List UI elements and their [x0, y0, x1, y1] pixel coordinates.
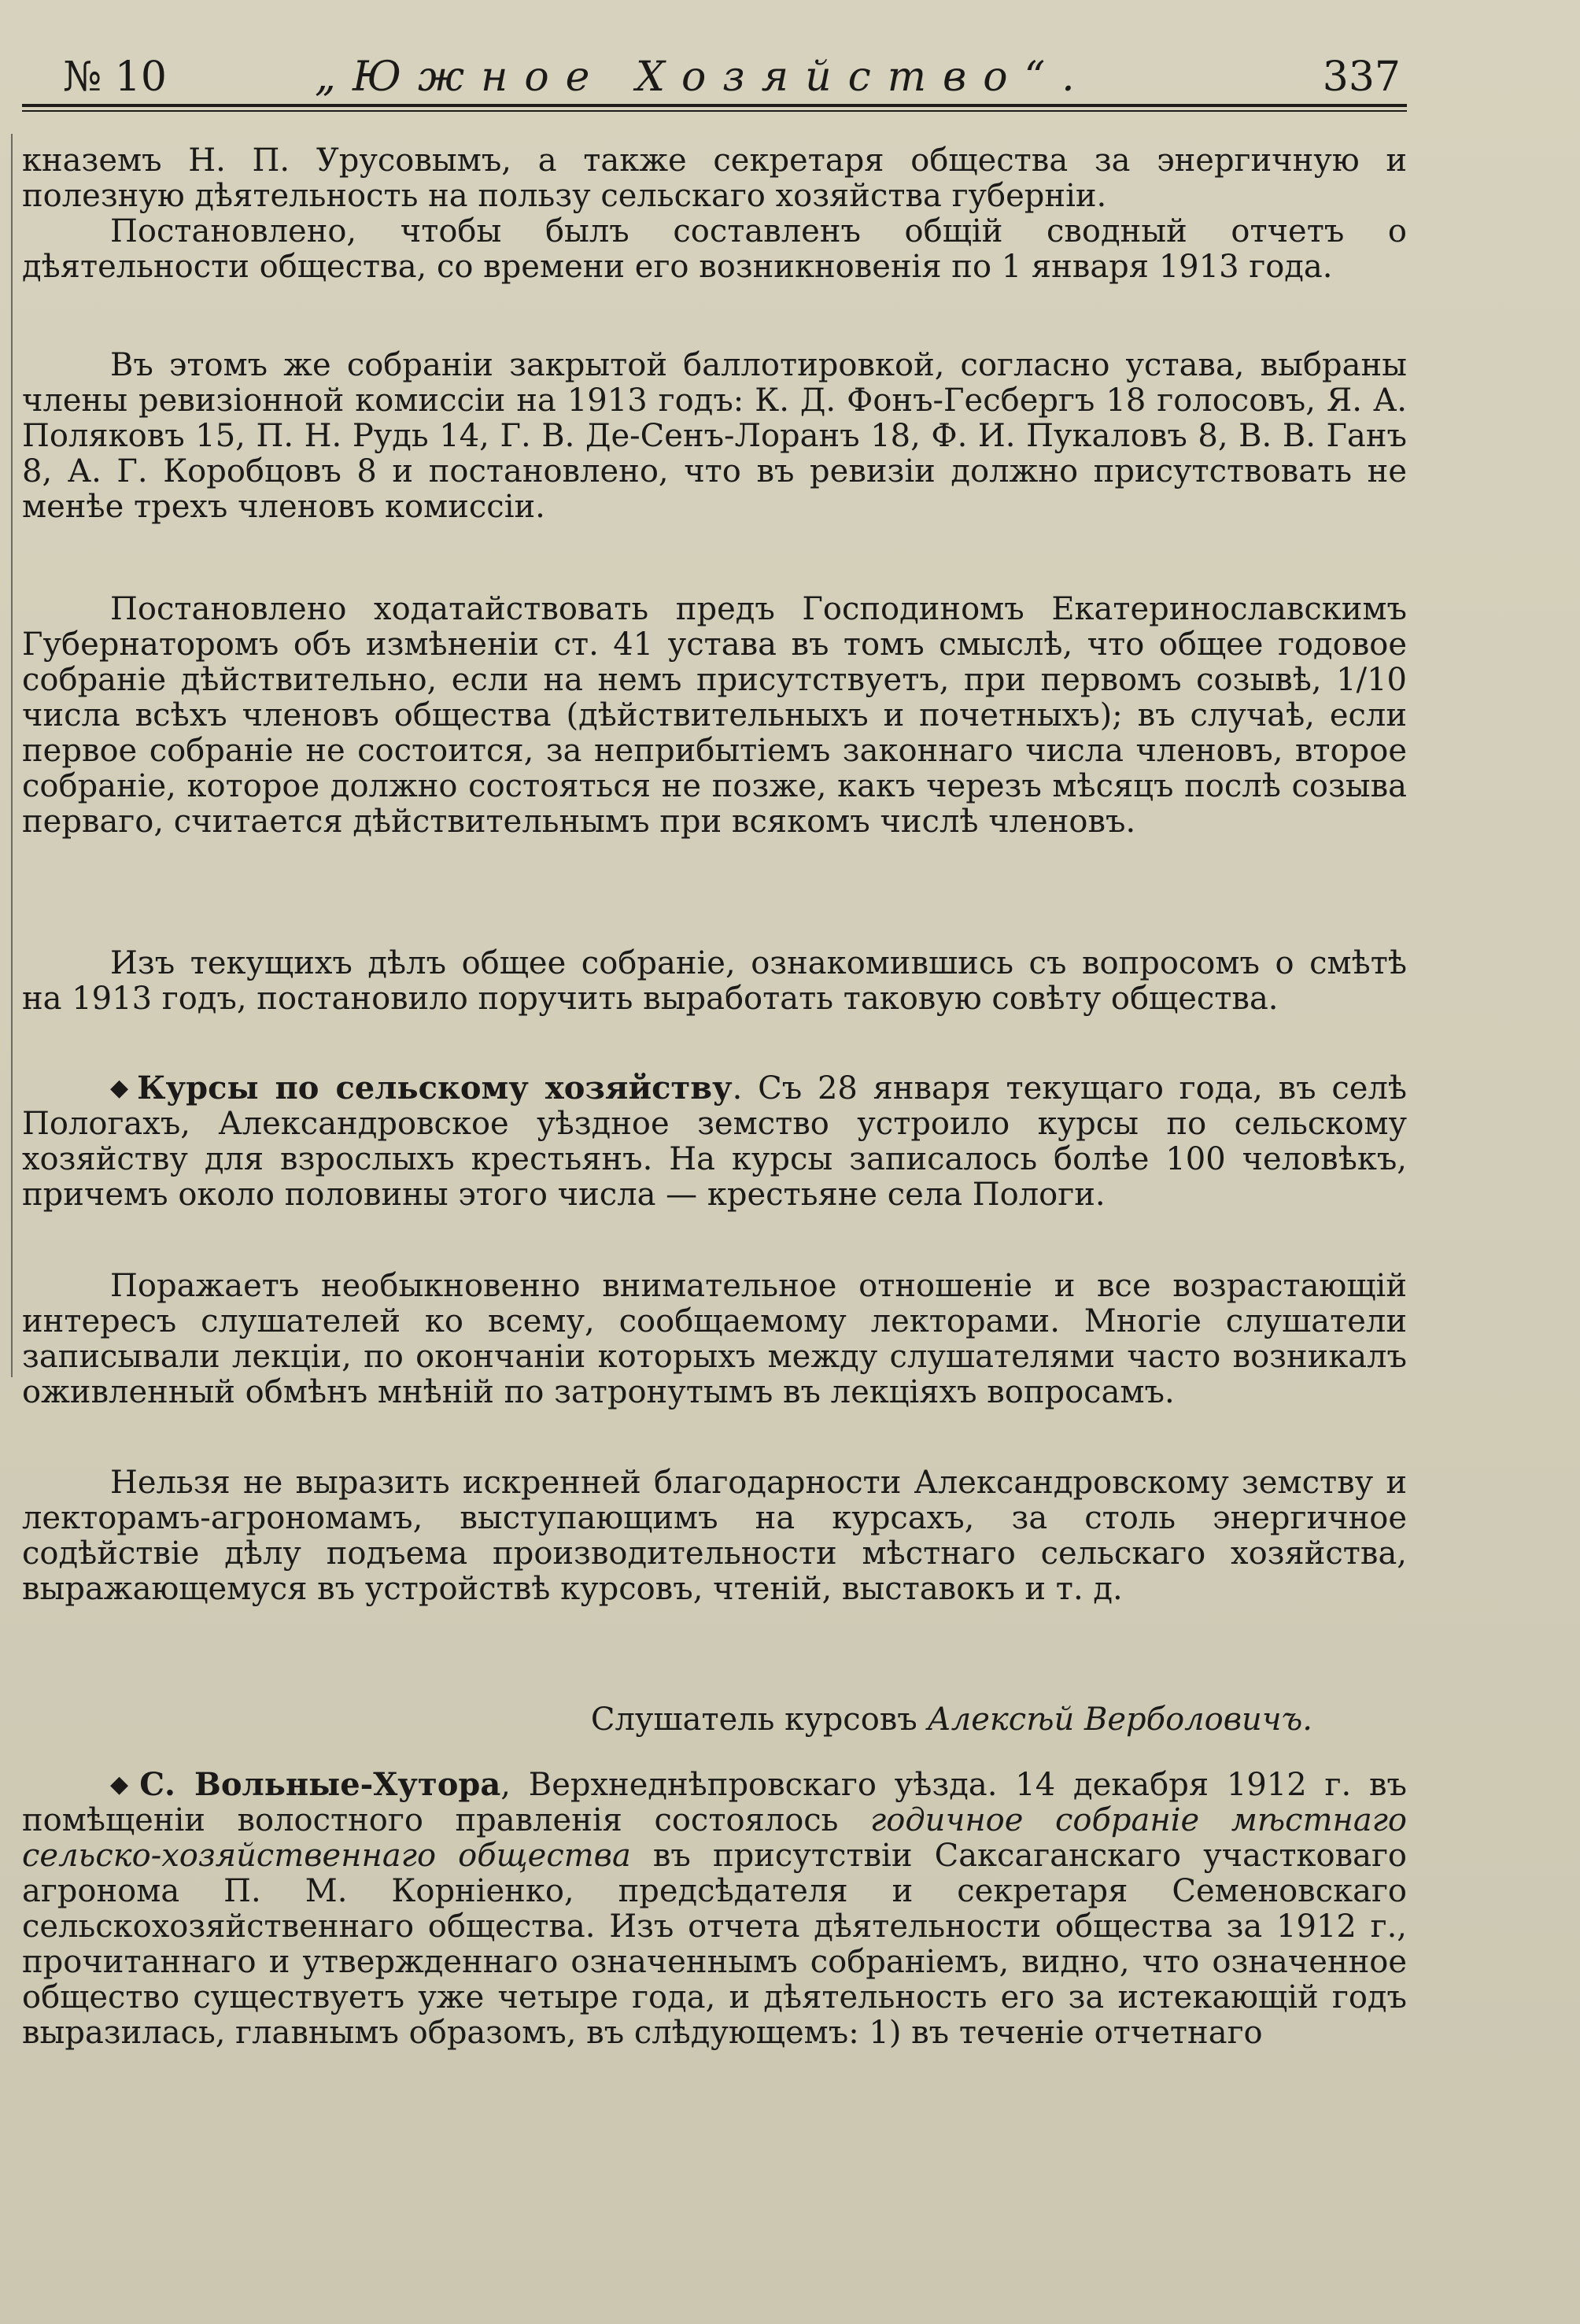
paragraph-gratitude: Нельзя не выразить искренней благодарности Александровскому земству и лекторамъ-агрономамъ, выступающимъ на курсахъ, за столь энергичное содѣйствіе дѣлу подъема производительности мѣстнаго сельскаго хозяйства, выражающемуся въ устройствѣ курсовъ, чтеній, выставокъ и т. д.	[22, 1465, 1407, 1607]
margin-line	[11, 134, 13, 1377]
khutora-heading: С. Вольные-Хутора	[139, 1766, 501, 1803]
section-khutora	[22, 1767, 1407, 2051]
khutora-italic: годичное собраніе мѣстнаго сельско-хозяйственнаго общества	[22, 1802, 1407, 1874]
paragraph-continuation: кназемъ Н. П. Урусовымъ, а также секретаря общества за энергичную и полезную дѣятельность на пользу сельскаго хозяйства губерніи.	[22, 142, 1407, 214]
header-rule-thin	[22, 110, 1407, 112]
paragraph-petition: Постановлено ходатайствовать предъ Господиномъ Екатеринославскимъ Губернаторомъ объ измѣненіи ст. 41 устава въ томъ смыслѣ, что общее годовое собраніе дѣйствительно, если на немъ присутствуетъ, при первомъ созывѣ, 1/10 числа всѣхъ членовъ общества (дѣйствительныхъ и почетныхъ); въ случаѣ, если первое собраніе не состоится, за неприбытіемъ законнаго числа членовъ, второе собраніе, которое должно состояться не позже, какъ черезъ мѣсяцъ послѣ созыва перваго, считается дѣйствительнымъ при всякомъ числѣ членовъ.	[22, 591, 1407, 840]
issue-number: № 10	[63, 54, 167, 101]
signature-prefix: Слушатель курсовъ	[590, 1701, 928, 1738]
journal-title: „Южное Хозяйство“.	[315, 54, 1091, 101]
signature-line	[22, 1702, 1312, 1738]
paragraph-interest: Поражаетъ необыкновенно внимательное отношеніе и все возрастающій интересъ слушателей ко всему, сообщаемому лекторами. Многіе слушатели записывали лекціи, по окончаніи которыхъ между слушателями часто возникалъ оживленный обмѣнъ мнѣній по затронутымъ въ лекціяхъ вопросамъ.	[22, 1268, 1407, 1410]
header-rule	[22, 104, 1407, 107]
page-number: 337	[1322, 54, 1401, 101]
paragraph-election: Въ этомъ же собраніи закрытой баллотировкой, согласно устава, выбраны члены ревизіонной комиссіи на 1913 годъ: К. Д. Фонъ-Гесбергъ 18 голосовъ, Я. А. Поляковъ 15, П. Н. Рудь 14, Г. В. Де-Сенъ-Лоранъ 18, Ф. И. Пукаловъ 8, В. В. Ганъ 8, А. Г. Коробцовъ 8 и постановлено, что въ ревизіи должно присутствовать не менѣе трехъ членовъ комиссіи.	[22, 347, 1407, 525]
paragraph-budget: Изъ текущихъ дѣлъ общее собраніе, ознакомившись съ вопросомъ о смѣтѣ на 1913 годъ, постановило поручить выработать таковую совѣту общества.	[22, 945, 1407, 1017]
khutora-text-1: , Верхнеднѣпровскаго уѣзда. 14 декабря 1912 г. въ помѣщеніи волостного правленія состоялось	[22, 1767, 1407, 1838]
paragraph-report: Постановлено, чтобы былъ составленъ общій сводный отчетъ о дѣятельности общества, со времени его возникновенія по 1 января 1913 года.	[22, 213, 1407, 285]
signature-name: Алексѣй Верболовичъ.	[927, 1701, 1312, 1738]
section-courses	[22, 1070, 1407, 1213]
page-header	[63, 46, 1401, 109]
khutora-text-2: въ присутствіи Саксаганскаго участковаго агронома П. М. Корніенко, предсѣдателя и секретаря Семеновскаго сельскохозяйственнаго общества. Изъ отчета дѣятельности общества за 1912 г., прочитаннаго и утвержденнаго означеннымъ собраніемъ, видно, что означенное общество существуетъ уже четыре года, и дѣятельность его за истекающій годъ выразилась, главнымъ образомъ, въ слѣдующемъ: 1) въ теченіе отчетнаго	[22, 1838, 1407, 2051]
diamond-bullet-icon: ◆	[110, 1771, 137, 1798]
diamond-bullet-icon: ◆	[110, 1074, 135, 1102]
courses-heading: Курсы по сельскому хозяйству	[137, 1070, 733, 1107]
courses-text: . Съ 28 января текущаго года, въ селѣ Пологахъ, Александровское уѣздное земство устроило курсы по сельскому хозяйству для взрослыхъ крестьянъ. На курсы записалось болѣе 100 человѣкъ, причемъ около половины этого числа — крестьяне села Пологи.	[22, 1070, 1407, 1213]
